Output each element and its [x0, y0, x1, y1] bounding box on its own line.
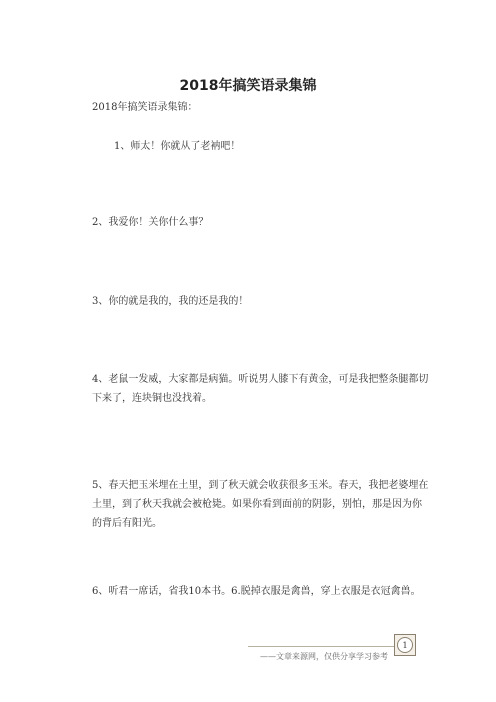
- list-item-1: 1、师太！你就从了老衲吧！: [114, 141, 241, 152]
- list-item-6: 6、听君一席话，省我10本书。6.脱掉衣服是禽兽，穿上衣服是衣冠禽兽。: [92, 586, 421, 597]
- list-item-4: 4、老鼠一发威，大家都是病猫。听说男人膝下有黄金，可是我把整条腿都切下来了，连块铜也没找着。: [92, 374, 429, 404]
- page-footer: [248, 634, 438, 664]
- list-item-5: 5、春天把玉米埋在土里，到了秋天就会收获很多玉米。春天，我把老婆埋在土里，到了秋天我就会被枪毙。如果你看到面前的阴影，别怕，那是因为你的背后有阳光。: [92, 480, 429, 529]
- page-number-badge: [394, 634, 416, 656]
- page-number: 1: [397, 637, 413, 653]
- list-item-3: 3、你的就是我的，我的还是我的！: [92, 296, 249, 307]
- list-item-2: 2、我爱你！关你什么事？: [92, 217, 209, 228]
- footer-source-text: ——文章来源网，仅供分享学习参考: [260, 652, 388, 661]
- document-title: 2018年搞笑语录集锦: [179, 78, 317, 94]
- intro-line: 2018年搞笑语录集锦：: [92, 102, 198, 113]
- footer-divider: [248, 646, 396, 647]
